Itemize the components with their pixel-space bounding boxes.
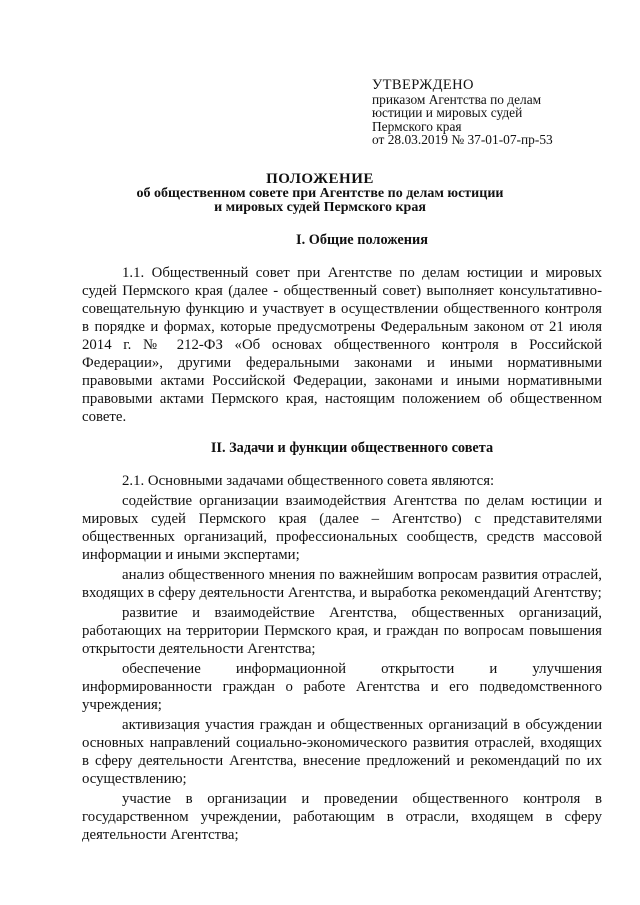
- list-item: участие в организации и проведении общественного контроля в государственном учреждении, работающим в отрасли, входящем в сферу деятельности Агентства;: [82, 791, 602, 843]
- section-2-heading: II. Задачи и функции общественного совета: [210, 440, 494, 456]
- approval-line: Пермского края: [372, 118, 462, 134]
- approval-order-number: от 28.03.2019 № 37-01-07-пр-53: [372, 132, 553, 148]
- paragraph: 1.1. Общественный совет при Агентстве по делам юстиции и мировых судей Пермского края (далее - общественный совет) выполняет консультативно-совещательную функцию и участвует в осуществлении общественного контроля в порядке и формах, которые предусмотрены Федеральным законом от 21 июля 2014 г. № 212-ФЗ «Об основах общественного контроля в Российской Федерации», другими федеральными законами и иными нормативными правовыми актами Российской Федерации, законами и иными нормативными правовыми актами Пермского края, настоящим положением об общественном совете.: [82, 265, 602, 425]
- title-line: и мировых судей Пермского края: [214, 200, 426, 215]
- list-item: содействие организации взаимодействия Агентства по делам юстиции и мировых судей Пермского края (далее – Агентство) с представителями общественных организаций, профессиональных сообществ, средств массовой информации и иными экспертами;: [82, 493, 602, 563]
- paragraph-intro: 2.1. Основными задачами общественного совета являются:: [122, 473, 495, 489]
- approval-line: приказом Агентства по делам: [372, 92, 542, 107]
- document-type: ПОЛОЖЕНИЕ: [266, 171, 374, 187]
- section-2-body: [82, 472, 602, 844]
- list-item: развитие и взаимодействие Агентства, общественных организаций, работающих на территории Пермского края, и граждан по вопросам повышения открытости деятельности Агентства;: [82, 605, 602, 657]
- section-1-heading: I. Общие положения: [296, 232, 428, 248]
- approval-line: юстиции и мировых судей: [372, 105, 523, 121]
- approval-heading: УТВЕРЖДЕНО: [372, 77, 474, 93]
- document-title: [0, 172, 640, 216]
- title-line: об общественном совете при Агентстве по делам юстиции: [136, 185, 504, 201]
- list-item: обеспечение информационной открытости и улучшения информированности граждан о работе Агентства и его подведомственного учреждения;: [82, 661, 602, 713]
- section-1-body: [82, 264, 602, 426]
- approval-stamp: [372, 78, 553, 147]
- list-item: активизация участия граждан и общественных организаций в обсуждении основных направлений социально-экономического развития отраслей, входящих в сферу деятельности Агентства, внесение предложений и рекомендаций по их осуществлению;: [82, 717, 602, 787]
- list-item: анализ общественного мнения по важнейшим вопросам развития отраслей, входящих в сферу деятельности Агентства, и выработка рекомендаций Агентству;: [82, 567, 602, 601]
